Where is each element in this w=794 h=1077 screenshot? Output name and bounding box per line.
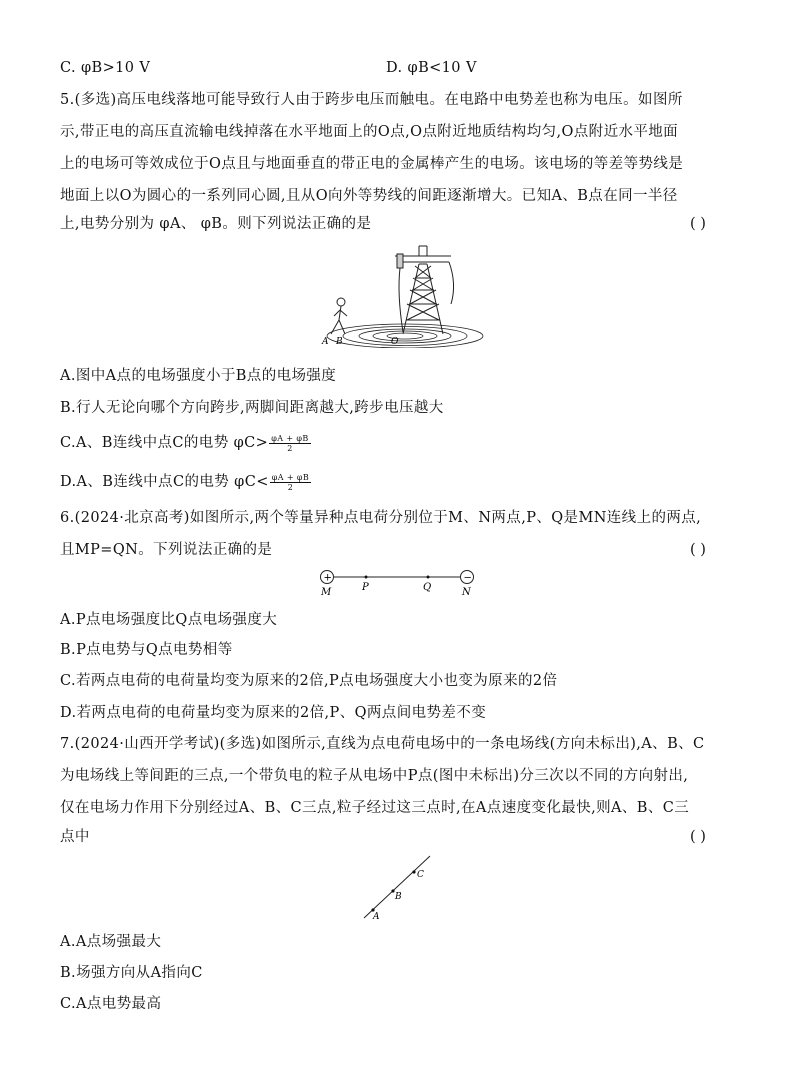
q5-line-1: 5.(多选)高压电线落地可能导致行人由于跨步电压而触电。在电路中电势差也称为电压。如图所 bbox=[60, 92, 683, 108]
q7-line-1: 7.(2024·山西开学考试)(多选)如图所示,直线为点电荷电场中的一条电场线(方向未标出),A、B、C bbox=[60, 736, 705, 752]
q7-figure bbox=[358, 852, 438, 924]
point-c-dot bbox=[412, 870, 415, 873]
q7-label-c: C bbox=[417, 870, 424, 880]
q5-option-c bbox=[60, 433, 311, 453]
q6-label-p: P bbox=[362, 582, 369, 593]
option-c-prev: C. φB>10 V bbox=[60, 60, 151, 76]
q6-answer-paren: ( ) bbox=[690, 542, 706, 558]
q5-option-b: B.行人无论向哪个方向跨步,两脚间距离越大,跨步电压越大 bbox=[60, 400, 444, 416]
q5-label-o: O bbox=[391, 337, 399, 347]
q7-label-b: B bbox=[395, 892, 402, 902]
q5-label-b: B bbox=[336, 337, 343, 347]
q7-line-2: 为电场线上等间距的三点,一个带负电的粒子从电场中P点(图中未标出)分三次以不同的方向射出, bbox=[60, 768, 689, 784]
q6-label-q: Q bbox=[423, 582, 432, 593]
q5-option-c-fraction: $\frac{\varphi A + \varphi B}{2}$ bbox=[271, 433, 309, 453]
q6-option-c: C.若两点电荷的电荷量均变为原来的2倍,P点电场强度大小也变为原来的2倍 bbox=[60, 673, 558, 689]
q5-line-4: 地面上以O为圆心的一系列同心圆,且从O向外等势线的间距逐渐增大。已知A、B点在同一半径 bbox=[60, 188, 678, 204]
q7-answer-paren: ( ) bbox=[690, 829, 706, 845]
q6-option-d: D.若两点电荷的电荷量均变为原来的2倍,P、Q两点间电势差不变 bbox=[60, 705, 487, 721]
q5-option-d-fraction: $\frac{\varphi A + \varphi B}{2}$ bbox=[271, 472, 310, 492]
q7-label-a: A bbox=[373, 912, 380, 922]
q6-option-a: A.P点电场强度比Q点电场强度大 bbox=[60, 612, 278, 628]
q6-label-n: N bbox=[462, 587, 471, 598]
q5-label-a: A bbox=[322, 337, 329, 347]
q7-option-b: B.场强方向从A指向C bbox=[60, 965, 203, 981]
q5-option-d-text: D.A、B连线中点C的电势 φC< bbox=[60, 474, 269, 490]
q5-option-a: A.图中A点的电场强度小于B点的电场强度 bbox=[60, 368, 337, 384]
option-d-prev: D. φB<10 V bbox=[386, 60, 477, 76]
q5-line-5: 上,电势分别为 φA、 φB。则下列说法正确的是 bbox=[60, 216, 372, 232]
q6-option-b: B.P点电势与Q点电势相等 bbox=[60, 642, 233, 658]
tower-icon bbox=[395, 246, 454, 334]
q5-figure bbox=[315, 244, 485, 348]
q7-line-3: 仅在电场力作用下分别经过A、B、C三点,粒子经过这三点时,在A点速度变化最快,则A、B、C三 bbox=[60, 800, 690, 816]
q6-line-1: 6.(2024·北京高考)如图所示,两个等量异种点电荷分别位于M、N两点,P、Q是MN连线上的两点, bbox=[60, 510, 702, 526]
q6-plus: + bbox=[323, 572, 332, 584]
q5-answer-paren: ( ) bbox=[690, 216, 706, 232]
q7-line-4: 点中 bbox=[60, 829, 90, 845]
point-p-dot bbox=[365, 576, 368, 579]
q6-line-2: 且MP=QN。下列说法正确的是 bbox=[60, 542, 273, 558]
q7-option-a: A.A点场强最大 bbox=[60, 934, 162, 950]
q6-label-m: M bbox=[321, 587, 332, 598]
q6-figure bbox=[312, 566, 482, 598]
q5-option-d bbox=[60, 472, 311, 492]
q5-line-3: 上的电场可等效成位于O点且与地面垂直的带正电的金属棒产生的电场。该电场的等差等势线是 bbox=[60, 156, 684, 172]
q5-line-2: 示,带正电的高压直流输电线掉落在水平地面上的O点,O点附近地质结构均匀,O点附近水平地面 bbox=[60, 124, 679, 140]
q7-option-c: C.A点电势最高 bbox=[60, 996, 162, 1012]
point-q-dot bbox=[427, 576, 430, 579]
q5-option-c-text: C.A、B连线中点C的电势 φC> bbox=[60, 435, 269, 451]
q6-minus: − bbox=[463, 572, 472, 584]
